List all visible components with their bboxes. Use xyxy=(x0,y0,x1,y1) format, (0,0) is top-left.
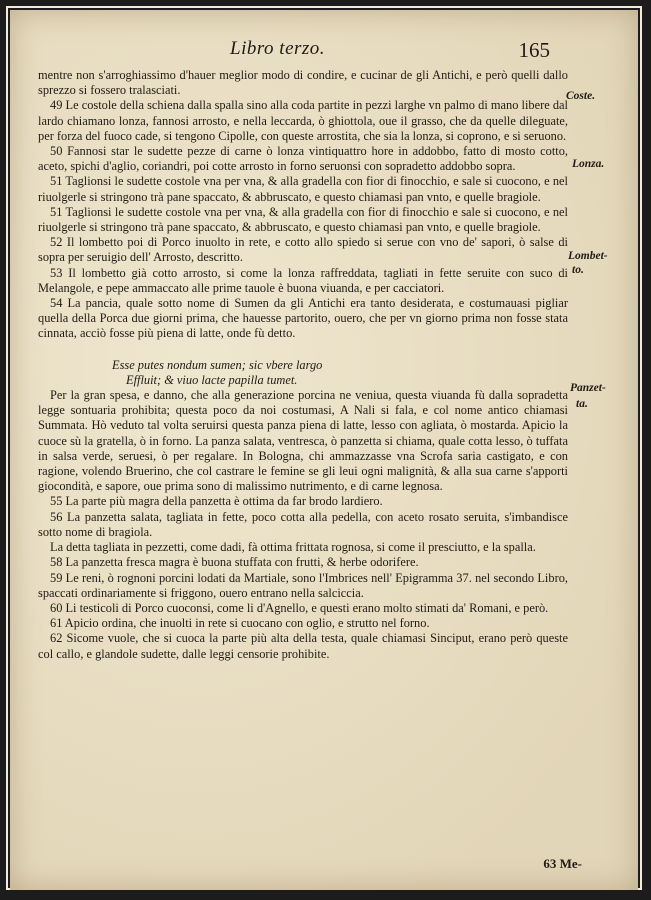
paragraph-51b: 51 Taglionsi le sudette costole vna per vna, & alla gradella con fior di finocchio e sale si cuocono, e nel riuolgerle si stringono trà pane spaccato, & abbruscato, e questo chiamasi pan vnto, e quelle bragiole. xyxy=(38,204,568,235)
paragraph-51a: 51 Taglionsi le sudette costole vna per vna, & alla gradella con fior di finocchio, e sale si cuocono, e nel riuolgerle si stringono trà pane spaccato, & abbruscato, e questo chiamasi pan vnto, e quelle bragiole. xyxy=(38,174,568,204)
margin-note-panzetta-1: Panzet- xyxy=(570,382,606,394)
margin-note-lonza: Lonza. xyxy=(572,158,605,170)
margin-note-lombetto-2: to. xyxy=(572,264,584,276)
paragraph-61: 61 Apicio ordina, che inuolti in rete si cuocano con oglio, e strutto nel forno. xyxy=(50,616,430,631)
paragraph-49: 49 Le costole della schiena dalla spalla sino alla coda partite in pezzi larghe vn palmo di mano libere dal lardo chiamano lonza, fannosi arrosto, e nella leccarda, ò ghiottola, oue il grasso, che da quelle dileguate, per forza del fuoco cade, si tengono Cipolle, con queste arrostita, che sia la lonza, si coprono, e si seruono. xyxy=(38,98,568,143)
paragraph-continued: mentre non s'arroghiassimo d'hauer meglior modo di condire, e cucinar de gli Antichi, e però quelli dallo sprezzo si fossero tralasciati. xyxy=(38,68,568,98)
running-head: Libro terzo. xyxy=(230,38,326,59)
page-number: 165 xyxy=(518,38,550,62)
paragraph-56: 56 La panzetta salata, tagliata in fette, poco cotta alla pedella, con aceto rosato seruita, s'imbandisce sotto nome di bragiola. xyxy=(38,509,568,539)
page-header xyxy=(10,38,638,68)
paragraph-summata: Per la gran spesa, e danno, che alla generazione porcina ne veniua, questa viuanda fù dalla sopradetta legge sontuaria prohibita; questa poco da noi costumasi, A Nali si fala, e col nome antico chiamasi Summata. Hò veduto tal volta seruirsi questa panza piena di latte, lesso con agliata, ò mostarda. Apicio la cuoce sù la gratella, ò in forno. La panza salata, ventresca, ò panzetta si chiama, quale cotta lesso, ò tuffata in salsa verde, seruesi, ò per regalare. In Bologna, chi ammazzasse vna Scrofa saria castigato, e con ragione, volendo Bruerino, che col castrare le femine se gli leui ogni malignità, & alla sua carne s'apporti giocondità, e sapore, oue prima sono di malissimo nutrimento, e di carne legnosa. xyxy=(38,388,568,494)
paragraph-59: 59 Le reni, ò rognoni porcini lodati da Martiale, sono l'Imbrices nell' Epigramma 37. nel secondo Libro, spaccati ordinariamente si friggono, ouero entrano nella salciccia. xyxy=(38,570,568,600)
paragraph-53: 53 Il lombetto già cotto arrosto, si come la lonza raffreddata, tagliati in fette seruite con suco di Melangole, e pepe ammaccato alle prime tauole è buona viuanda, e per cacciatori. xyxy=(38,265,568,295)
paragraph-58: 58 La panzetta fresca magra è buona stuffata con frutti, & herbe odorifere. xyxy=(50,555,419,570)
page-body xyxy=(38,68,568,662)
paragraph-52: 52 Il lombetto poi di Porco inuolto in rete, e cotto allo spiedo si serue con vno de' sapori, ò salse di sopra per seruigio dell' Arrosto, descritto. xyxy=(38,235,568,265)
verse-line-1: Esse putes nondum sumen; sic vbere largo xyxy=(112,357,323,372)
paragraph-62: 62 Sicome vuole, che si cuoca la parte più alta della testa, quale chiamasi Sinciput, erano però queste col callo, e glandole sudette, dalle leggi censorie prohibite. xyxy=(38,631,568,661)
paragraph-50: 50 Fannosi star le sudette pezze di carne ò lonza vintiquattro hore in addobbo, fatto di mosto cotto, aceto, spichi d'aglio, coriandri, poi cotte arrosto in forno seruonsi con sopradetto addobbo sopra. xyxy=(38,144,568,174)
paragraph-frittata: La detta tagliata in pezzetti, come dadi, fà ottima frittata rognosa, si come il presciutto, e la spalla. xyxy=(50,540,536,555)
paragraph-60: 60 Li testicoli di Porco cuoconsi, come li d'Agnello, e questi erano molto stimati da' Romani, e però. xyxy=(50,600,549,615)
verse-line-2: Effluit; & viuo lacte papilla tumet. xyxy=(126,372,298,387)
paragraph-55: 55 La parte più magra della panzetta è ottima da far brodo lardiero. xyxy=(50,494,383,509)
paragraph-54: 54 La pancia, quale sotto nome di Sumen da gli Antichi era tanto desiderata, e costumauasi pigliar quella della Porca due giorni prima, che hauesse partorito, ouero, che per vn giorno prima non fosse stata cinnata, acciò fosse più piena di latte, onde fù detto. xyxy=(38,296,568,341)
margin-note-coste: Coste. xyxy=(566,90,596,102)
margin-note-panzetta-2: ta. xyxy=(576,398,588,410)
book-page xyxy=(10,10,638,890)
margin-note-lombetto-1: Lombet- xyxy=(568,250,608,262)
catchword: 63 Me- xyxy=(543,856,582,871)
